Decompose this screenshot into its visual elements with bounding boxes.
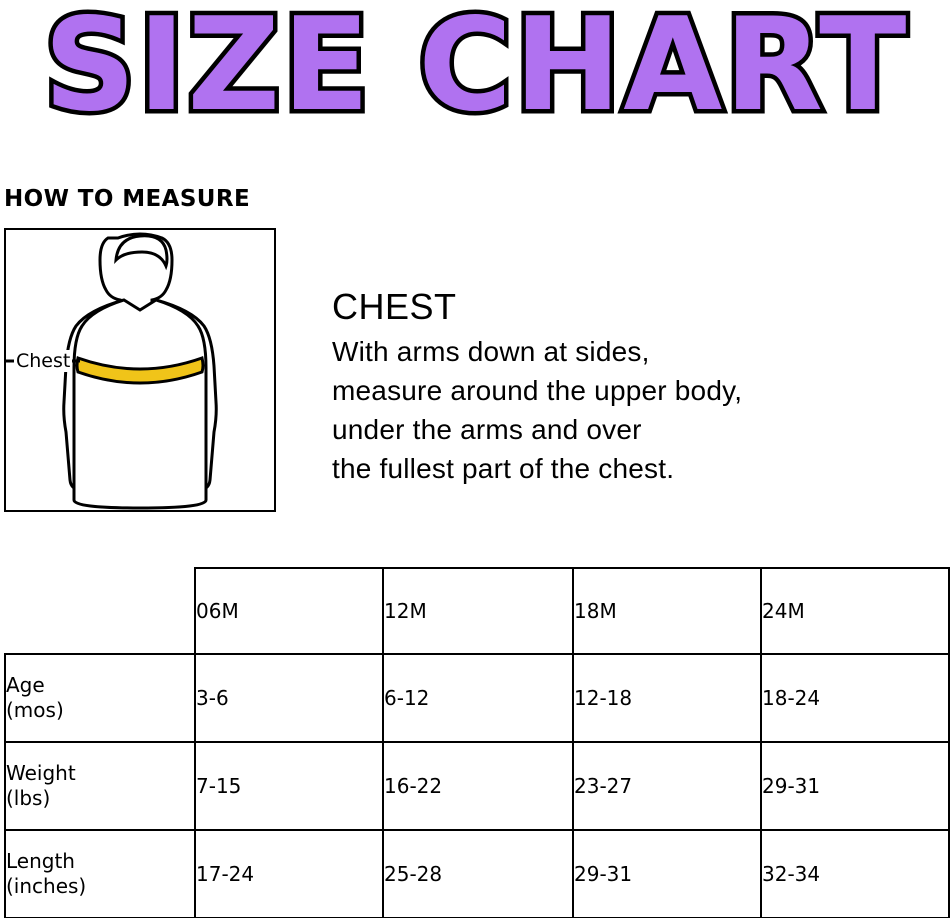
cell-weight-06m: 7-15 [195,742,383,830]
row-label-length-line2: (inches) [6,874,87,898]
table-header-12m: 12M [383,568,573,654]
table-header-row [5,568,949,654]
row-label-age-line1: Age [6,673,45,697]
cell-weight-12m: 16-22 [383,742,573,830]
chest-measure-label: Chest [16,350,71,372]
table-header-06m: 06M [195,568,383,654]
cell-age-12m: 6-12 [383,654,573,742]
chest-heading: CHEST [332,286,457,327]
title-graphic [6,5,946,145]
page-title [0,0,952,150]
cell-weight-18m: 23-27 [573,742,761,830]
table-header-18m: 18M [573,568,761,654]
table-row [5,742,949,830]
row-label-age-line2: (mos) [6,698,64,722]
chest-description-text [332,332,940,488]
row-label-length-line1: Length [6,849,75,873]
cell-length-18m: 29-31 [573,830,761,918]
row-label-weight-line2: (lbs) [6,786,51,810]
desc-line-3: under the arms and over [332,414,642,445]
row-label-weight [5,742,195,830]
cell-age-18m: 12-18 [573,654,761,742]
row-label-age [5,654,195,742]
desc-line-2: measure around the upper body, [332,375,743,406]
table-row [5,830,949,918]
cell-length-06m: 17-24 [195,830,383,918]
desc-line-4: the fullest part of the chest. [332,453,675,484]
desc-line-1: With arms down at sides, [332,336,650,367]
row-label-length [5,830,195,918]
table-corner-cell [5,568,195,654]
table-row [5,654,949,742]
how-to-measure-heading: HOW TO MEASURE [4,186,251,212]
chest-description [332,286,940,488]
title-text: SIZE CHART [43,5,909,140]
table-header-24m: 24M [761,568,949,654]
cell-age-06m: 3-6 [195,654,383,742]
cell-length-24m: 32-34 [761,830,949,918]
size-table [4,567,950,918]
cell-age-24m: 18-24 [761,654,949,742]
row-label-weight-line1: Weight [6,761,76,785]
cell-length-12m: 25-28 [383,830,573,918]
cell-weight-24m: 29-31 [761,742,949,830]
